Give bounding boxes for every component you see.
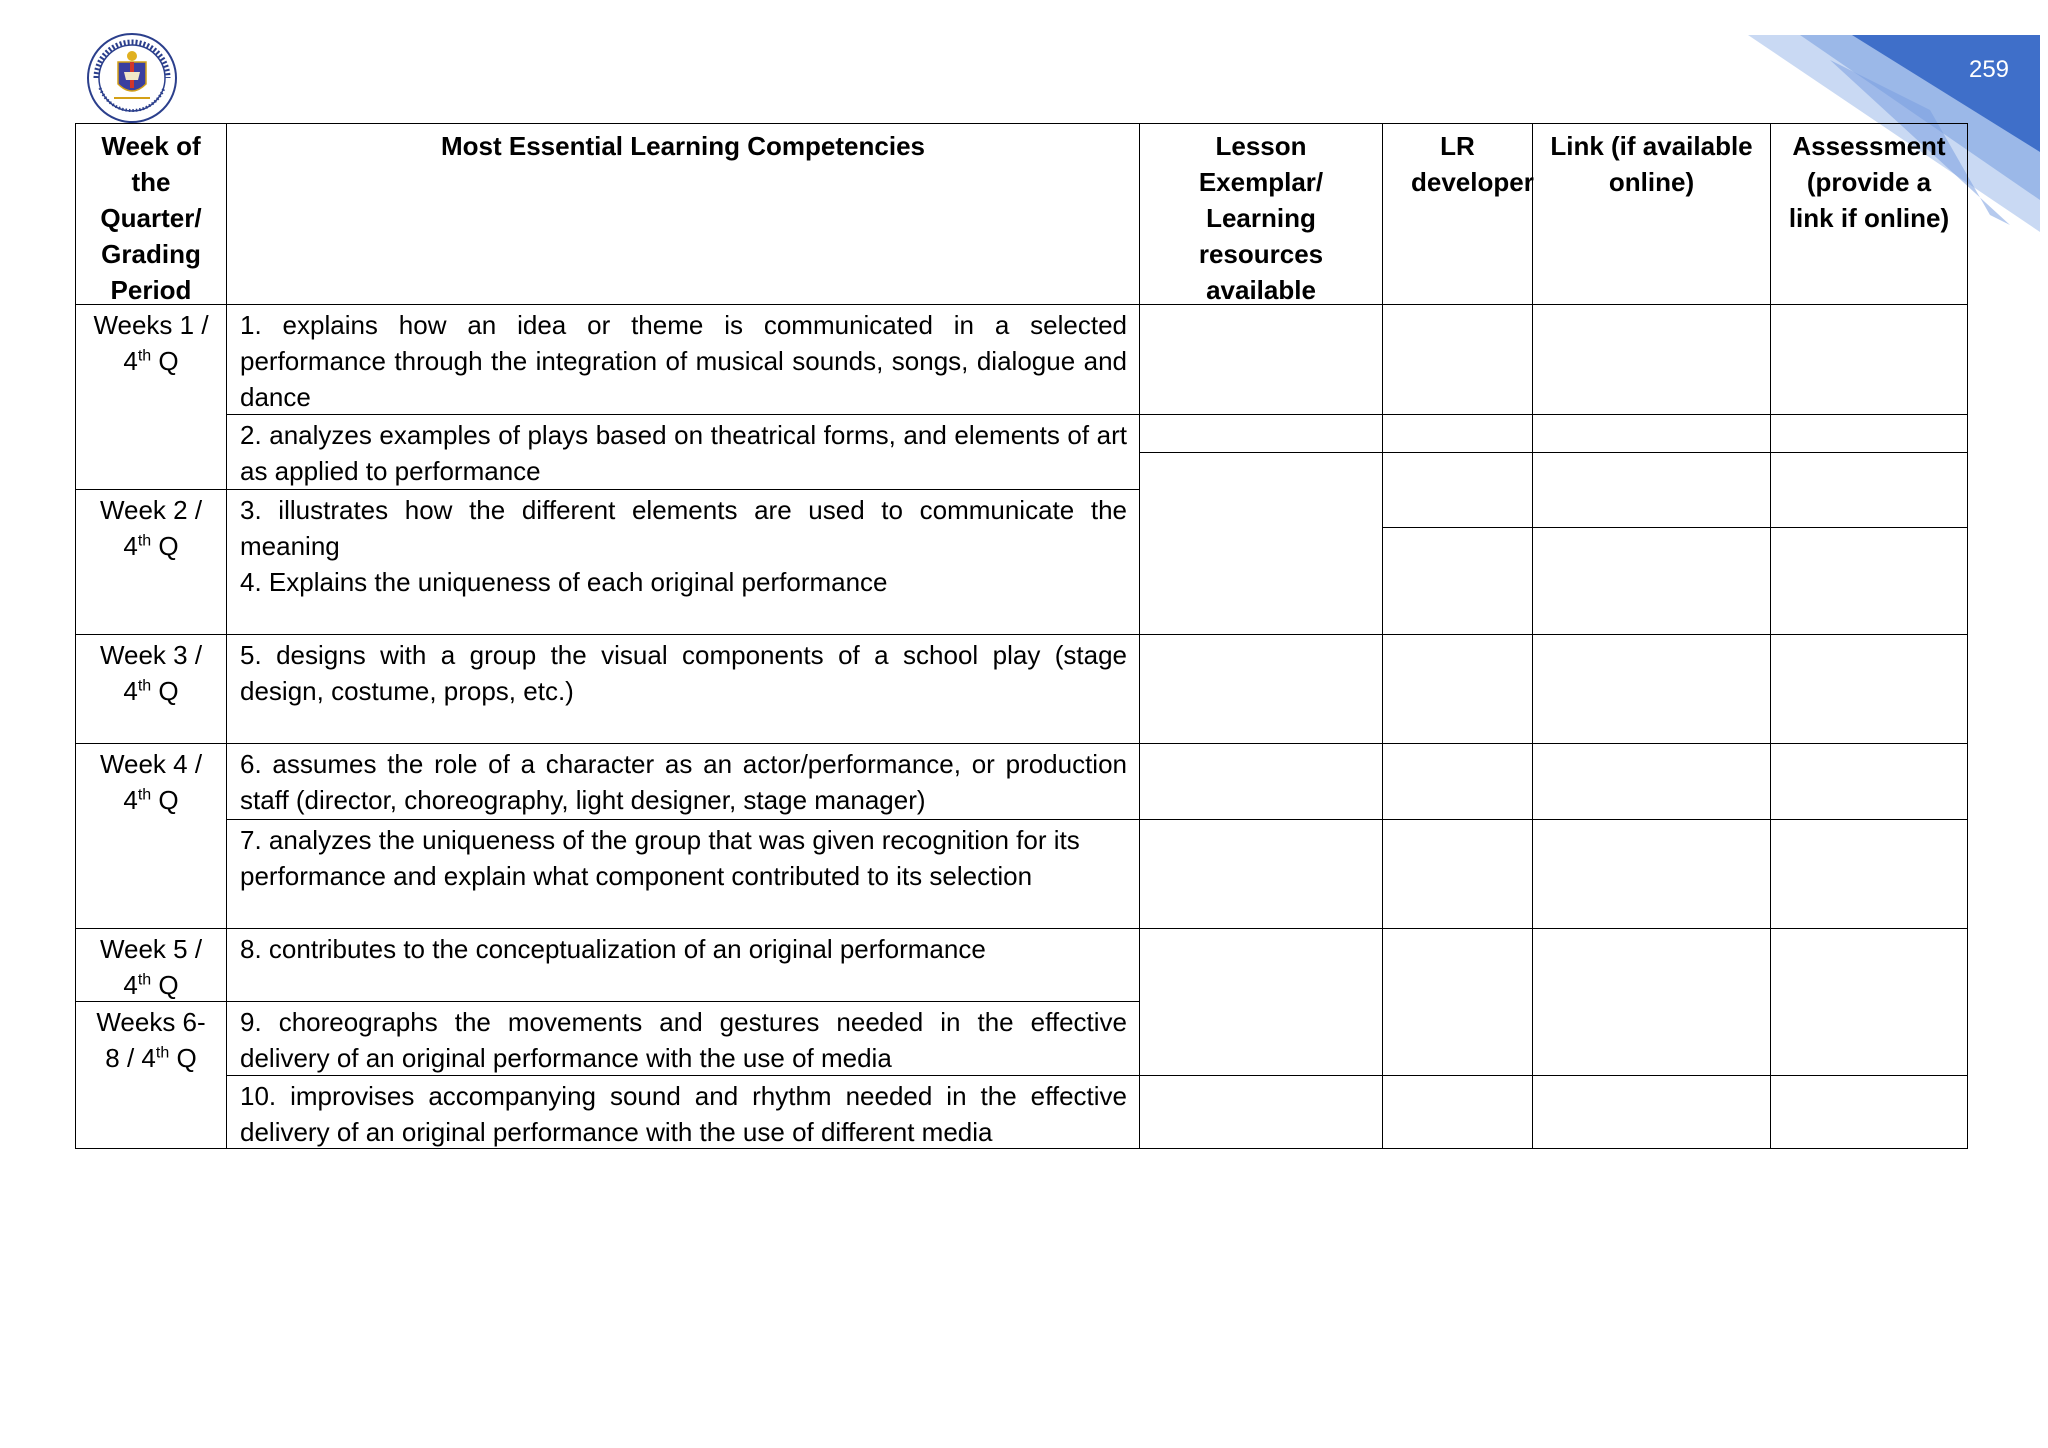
lr-developer-cell (1382, 819, 1533, 929)
link-cell (1532, 819, 1771, 929)
lr-developer-cell (1382, 452, 1533, 528)
link-cell (1532, 527, 1771, 635)
link-cell (1532, 452, 1771, 528)
lesson-cell (1139, 743, 1383, 820)
link-cell (1532, 414, 1771, 453)
competency-cell: 1. explains how an idea or theme is communicated in a selected performance through the integration of musical sounds, songs, dialogue and dance (226, 304, 1140, 415)
week-cell: Weeks 1 / 4th Q (75, 304, 227, 490)
link-cell (1532, 1075, 1771, 1149)
assessment-cell (1770, 634, 1968, 744)
lesson-cell (1139, 304, 1383, 415)
link-cell (1532, 928, 1771, 1076)
competency-text: 4. Explains the uniqueness of each original performance (240, 567, 888, 597)
competency-cell (226, 489, 1140, 635)
competency-cell: 8. contributes to the conceptualization of an original performance (226, 928, 1140, 1002)
link-cell (1532, 743, 1771, 820)
link-cell (1532, 634, 1771, 744)
competency-cell: 5. designs with a group the visual components of a school play (stage design, costume, props, etc.) (226, 634, 1140, 744)
header-lesson-exemplar: Lesson Exemplar/ Learning resources available (1139, 123, 1383, 305)
lesson-cell (1139, 414, 1383, 453)
week-cell: Week 2 / 4th Q (75, 489, 227, 635)
lr-developer-cell (1382, 414, 1533, 453)
week-cell: Week 5 / 4th Q (75, 928, 227, 1002)
lr-developer-cell (1382, 634, 1533, 744)
week-cell: Week 4 / 4th Q (75, 743, 227, 929)
lesson-cell (1139, 634, 1383, 744)
header-competencies: Most Essential Learning Competencies (226, 123, 1140, 305)
competency-cell: 9. choreographs the movements and gestures needed in the effective delivery of an original performance with the use of media (226, 1001, 1140, 1076)
header-week: Week of the Quarter/ Grading Period (75, 123, 227, 305)
header-lr-developer: LR developer (1382, 123, 1533, 305)
competency-cell: 10. improvises accompanying sound and rhythm needed in the effective delivery of an original performance with the use of different media (226, 1075, 1140, 1149)
lr-developer-cell (1382, 527, 1533, 635)
lesson-cell (1139, 1075, 1383, 1149)
header-assessment: Assessment (provide a link if online) (1770, 123, 1968, 305)
week-cell: Weeks 6- 8 / 4th Q (75, 1001, 227, 1149)
lr-developer-cell (1382, 304, 1533, 415)
seal-icon (86, 32, 178, 124)
assessment-cell (1770, 414, 1968, 453)
lesson-cell (1139, 452, 1383, 635)
competency-text: 3. illustrates how the different elements are used to communicate the meaning (240, 495, 1127, 561)
assessment-cell (1770, 819, 1968, 929)
competency-cell: 2. analyzes examples of plays based on theatrical forms, and elements of art as applied to performance (226, 414, 1140, 490)
assessment-cell (1770, 1075, 1968, 1149)
assessment-cell (1770, 527, 1968, 635)
lesson-cell (1139, 928, 1383, 1076)
lr-developer-cell (1382, 928, 1533, 1076)
assessment-cell (1770, 452, 1968, 528)
lr-developer-cell (1382, 743, 1533, 820)
lr-developer-cell (1382, 1075, 1533, 1149)
lesson-cell (1139, 819, 1383, 929)
competency-cell: 7. analyzes the uniqueness of the group that was given recognition for its performance and explain what component contributed to its selection (226, 819, 1140, 929)
assessment-cell (1770, 304, 1968, 415)
assessment-cell (1770, 928, 1968, 1076)
link-cell (1532, 304, 1771, 415)
week-cell: Week 3 / 4th Q (75, 634, 227, 744)
page-number: 259 (1968, 56, 2010, 83)
assessment-cell (1770, 743, 1968, 820)
competency-cell: 6. assumes the role of a character as an actor/performance, or production staff (director, choreography, light designer, stage manager) (226, 743, 1140, 820)
header-link: Link (if available online) (1532, 123, 1771, 305)
